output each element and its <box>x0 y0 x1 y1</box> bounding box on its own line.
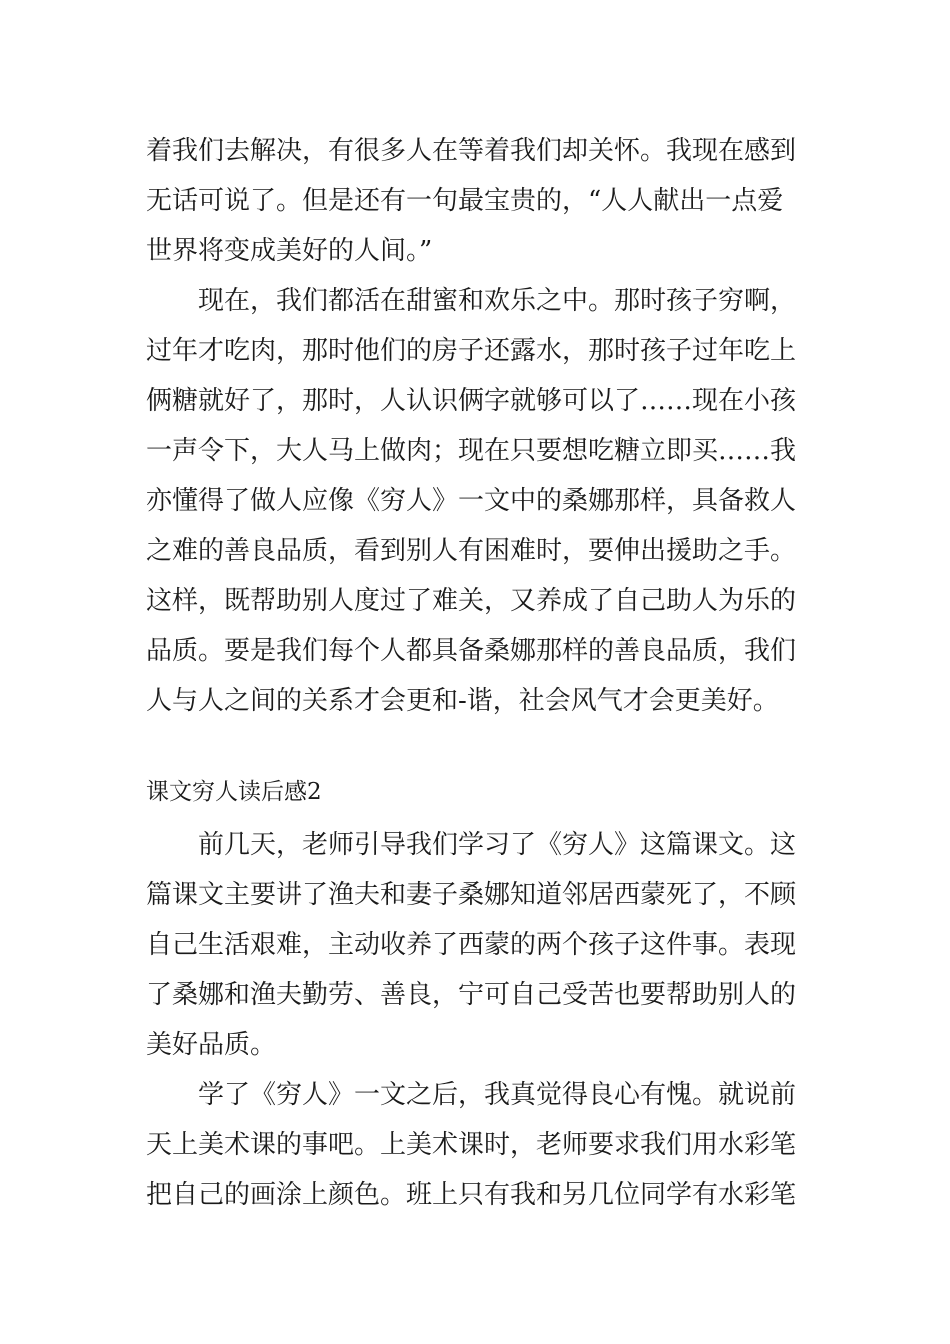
text-line: 篇课文主要讲了渔夫和妻子桑娜知道邻居西蒙死了，不顾 <box>146 880 797 910</box>
text-line: 俩糖就好了，那时，人认识俩字就够可以了……现在小孩 <box>146 386 797 416</box>
text-line: 美好品质。 <box>146 1030 277 1060</box>
text-line: 着我们去解决，有很多人在等着我们却关怀。我现在感到 <box>146 136 797 166</box>
text-line: 前几天，老师引导我们学习了《穷人》这篇课文。这 <box>198 830 797 860</box>
text-line: 天上美术课的事吧。上美术课时，老师要求我们用水彩笔 <box>146 1130 797 1160</box>
text-line: 亦懂得了做人应像《穷人》一文中的桑娜那样，具备救人 <box>146 486 797 516</box>
paragraph-intro <box>146 820 808 1070</box>
text-line: 无话可说了。但是还有一句最宝贵的，“人人献出一点爱 <box>146 186 784 216</box>
document-page <box>146 126 808 1220</box>
text-line: 现在，我们都活在甜蜜和欢乐之中。那时孩子穷啊， <box>198 286 797 316</box>
text-line: 这样，既帮助别人度过了难关，又养成了自己助人为乐的 <box>146 586 797 616</box>
text-line: 一声令下，大人马上做肉；现在只要想吃糖立即买……我 <box>146 436 797 466</box>
text-line: 过年才吃肉，那时他们的房子还露水，那时孩子过年吃上 <box>146 336 797 366</box>
text-line: 把自己的画涂上颜色。班上只有我和另几位同学有水彩笔 <box>146 1180 797 1210</box>
text-line: 之难的善良品质，看到别人有困难时，要伸出援助之手。 <box>146 536 797 566</box>
paragraph-reflection <box>146 1070 808 1220</box>
paragraph-now <box>146 276 808 726</box>
text-line: 人与人之间的关系才会更和-谐，社会风气才会更美好。 <box>146 686 779 716</box>
text-line: 世界将变成美好的人间。” <box>146 236 433 266</box>
text-line: 了桑娜和渔夫勤劳、善良，宁可自己受苦也要帮助别人的 <box>146 980 797 1010</box>
paragraph-continuation <box>146 126 808 276</box>
section-title: 课文穷人读后感2 <box>146 779 322 805</box>
section-spacer <box>146 726 808 770</box>
text-line: 自己生活艰难，主动收养了西蒙的两个孩子这件事。表现 <box>146 930 797 960</box>
text-line: 学了《穷人》一文之后，我真觉得良心有愧。就说前 <box>198 1080 797 1110</box>
text-line: 品质。要是我们每个人都具备桑娜那样的善良品质，我们 <box>146 636 797 666</box>
